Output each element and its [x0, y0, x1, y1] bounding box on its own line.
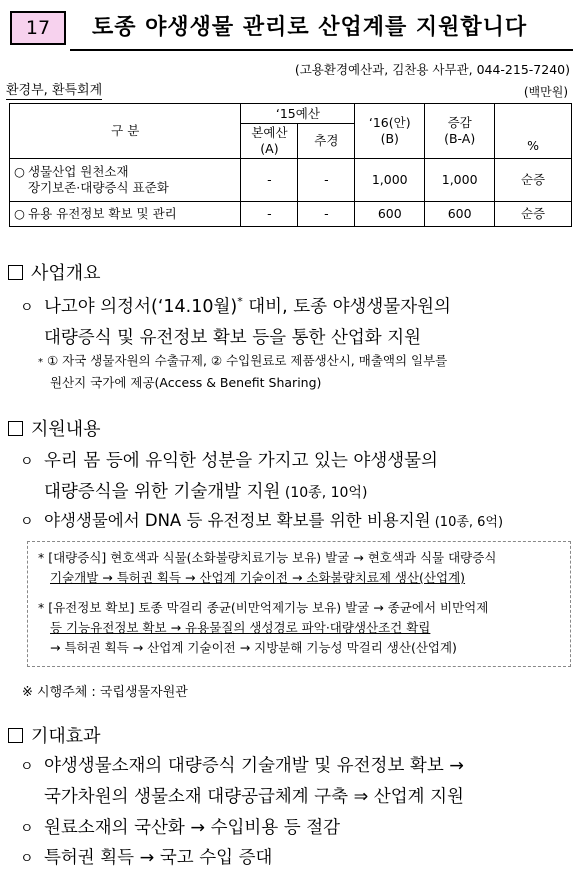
- header-2015: ‘15예산: [241, 104, 355, 124]
- page-title: 토종 야생생물 관리로 산업계를 지원합니다: [92, 15, 528, 40]
- circle-bullet-icon: ㅇ: [20, 759, 34, 775]
- section-heading-overview: 사업개요: [8, 259, 101, 285]
- row-name: ○ 생물산업 원천소재 장기보존·대량증식 표준화: [10, 159, 241, 202]
- unit-label: (백만원): [523, 85, 568, 99]
- contact-info: (고용환경예산과, 김찬용 사무관, 044-215-7240): [294, 62, 570, 77]
- table-row: [10, 159, 572, 202]
- header-main: 본예산 (A): [241, 124, 298, 159]
- effects-item: ㅇ 특허권 획득 → 국고 수입 증대: [20, 843, 272, 874]
- effects-item: ㅇ 원료소재의 국산화 → 수입비용 등 절감: [20, 813, 340, 844]
- circle-bullet-icon: ㅇ: [20, 851, 34, 867]
- title-underline: [70, 49, 573, 51]
- cell-main: -: [241, 159, 298, 202]
- cell-2016: 1,000: [355, 159, 425, 202]
- cell-diff: 1,000: [425, 159, 495, 202]
- table-row: [10, 202, 572, 227]
- implementer-note: ※ 시행주체 : 국립생물자원관: [22, 685, 188, 700]
- cell-supp: -: [298, 202, 355, 227]
- item-number-badge: 17: [10, 11, 66, 45]
- cell-2016: 600: [355, 202, 425, 227]
- support-item: ㅇ 우리 몸 등에 유익한 성분을 가지고 있는 야생생물의 대량증식을 위한 기술개발 지원 (10종, 10억): [20, 446, 438, 508]
- circle-bullet-icon: ㅇ: [20, 821, 34, 837]
- section-box-icon: [8, 421, 23, 436]
- support-item: ㅇ 야생생물에서 DNA 등 유전정보 확보를 위한 비용지원 (10종, 6억): [20, 506, 503, 538]
- header-supp: 추경: [298, 124, 355, 159]
- cell-main: -: [241, 202, 298, 227]
- header-category: 구 분: [10, 104, 241, 159]
- cell-supp: -: [298, 159, 355, 202]
- department-label: 환경부, 환특회계: [6, 83, 103, 98]
- effects-item: ㅇ 야생생물소재의 대량증식 기술개발 및 유전정보 확보 → 국가차원의 생물소재 대량공급체계 구축 ⇒ 산업계 지원: [20, 751, 464, 812]
- section-box-icon: [8, 728, 23, 743]
- cell-pct: 순증: [495, 202, 572, 227]
- example-mass-propagation: * [대량증식] 현호색과 식물(소화불량치료기능 보유) 발굴 → 현호색과 식물 대량증식 기술개발 → 특허권 획득 → 산업계 기술이전 → 소화불량치료제 생산(산업계): [38, 550, 497, 585]
- section-heading-effects: 기대효과: [8, 722, 101, 748]
- cell-pct: 순증: [495, 159, 572, 202]
- section-heading-support: 지원내용: [8, 415, 101, 441]
- section-box-icon: [8, 265, 23, 280]
- example-genetic-info: * [유전정보 확보] 토종 막걸리 종균(비만억제기능 보유) 발굴 → 종균에서 비만억제 등 기능유전정보 확보 → 유용물질의 생성경로 파악·대량생산조건 확립 → 특허권 획득 → 산업계 기술이전 → 지방분해 기능성 막걸리 생산(산업계): [38, 600, 489, 655]
- budget-table: [9, 103, 572, 227]
- circle-bullet-icon: ㅇ: [20, 299, 34, 316]
- overview-item: ㅇ 나고야 의정서(‘14.10월)* 대비, 토종 야생생물자원의 대량증식 및 유전정보 확보 등을 통한 산업화 지원: [20, 287, 451, 353]
- overview-note: * ① 자국 생물자원의 수출규제, ② 수입원료로 제품생산시, 매출액의 일부를 원산지 국가에 제공(Access & Benefit Sharing): [38, 353, 448, 390]
- cell-diff: 600: [425, 202, 495, 227]
- header-2016: ‘16(안) (B): [355, 104, 425, 159]
- row-name: ○ 유용 유전정보 확보 및 관리: [10, 202, 241, 227]
- circle-bullet-icon: ㅇ: [20, 454, 34, 470]
- example-box: [27, 541, 571, 667]
- header-diff: 증감 (B-A): [425, 104, 495, 159]
- header-pct: %: [495, 104, 572, 159]
- circle-bullet-icon: ㅇ: [20, 514, 34, 530]
